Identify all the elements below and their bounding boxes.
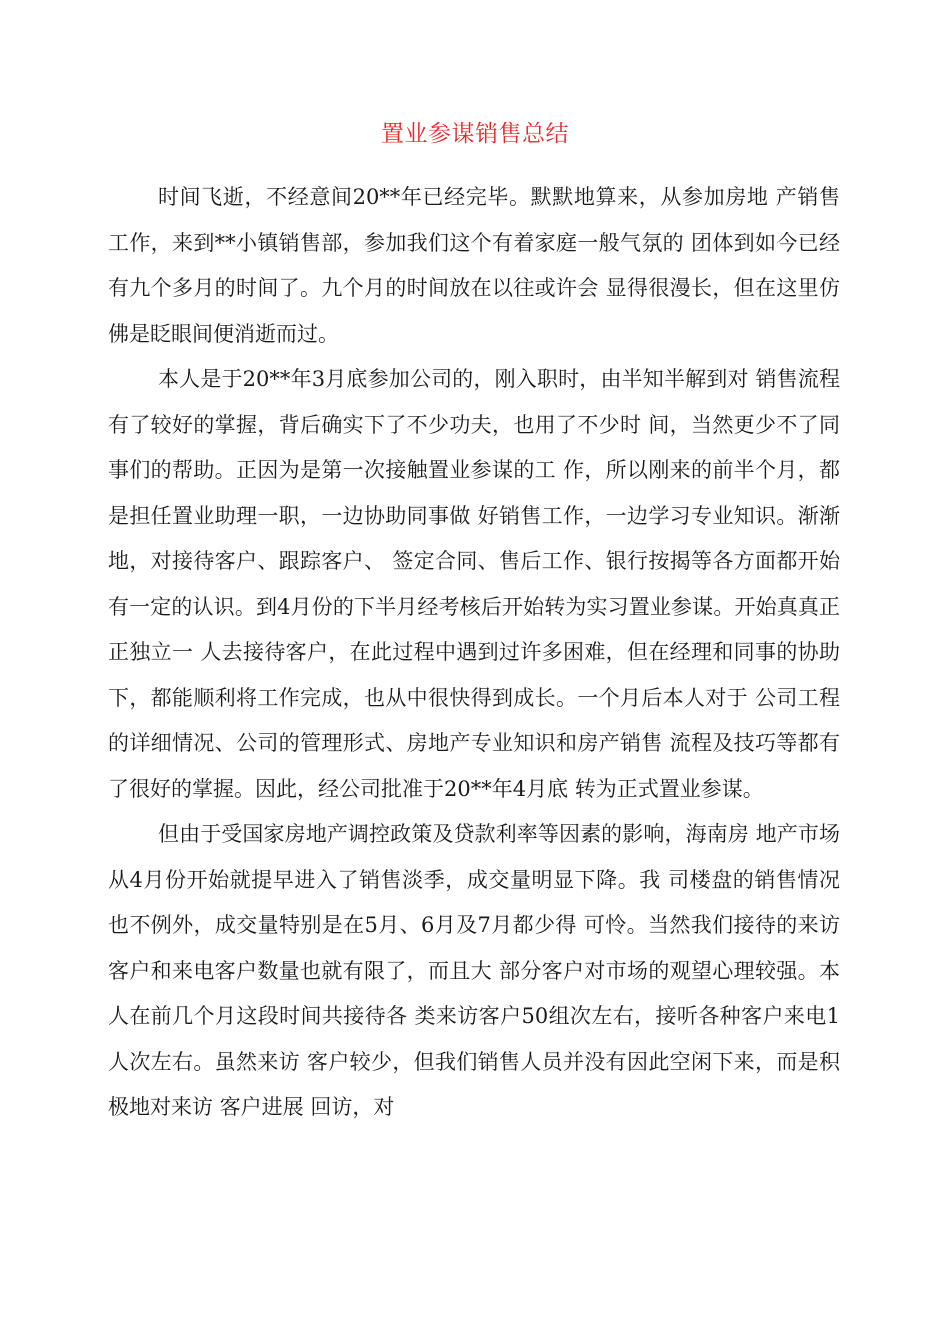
document-title: 置业参谋销售总结 <box>381 121 569 147</box>
paragraph-3: 但由于受国家房地产调控政策及贷款利率等因素的影响，海南房 地产市场从4月份开始就提早进入了销售淡季，成交量明显下降。我 司楼盘的销售情况也不例外，成交量特别是在5月、6月及7月都少得 可怜。当然我们接待的来访客户和来电客户数量也就有限了，而且大 部分客户对市场的观望心理较强。本人在前几个月这段时间共接待各 类来访客户50组次左右，接听各种客户来电1人次左右。虽然来访 客户较少，但我们销售人员并没有因此空闲下来，而是积极地对来访 客户进展 回访，对 <box>108 822 840 1119</box>
paragraph-2: 本人是于20**年3月底参加公司的，刚入职时，由半知半解到对 销售流程有了较好的掌握，背后确实下了不少功夫，也用了不少时 间，当然更少不了同事们的帮助。正因为是第一次接触置业参谋的工 作，所以刚来的前半个月，都是担任置业助理一职，一边协助同事做 好销售工作，一边学习专业知识。渐渐地，对接待客户、跟踪客户、 签定合同、售后工作、银行按揭等各方面都开始有一定的认识。到4月份的下半月经考核后开始转为实习置业参谋。开始真真正正独立一 人去接待客户，在此过程中遇到过许多困难，但在经理和同事的协助 下，都能顺利将工作完成，也从中很快得到成长。一个月后本人对于 公司工程的详细情况、公司的管理形式、房地产专业知识和房产销售 流程及技巧等都有了很好的掌握。因此，经公司批准于20**年4月底 转为正式置业参谋。 <box>108 367 840 801</box>
paragraph-1: 时间飞逝，不经意间20**年已经完毕。默默地算来，从参加房地 产销售工作，来到**小镇销售部，参加我们这个有着家庭一般气氛的 团体到如今已经有九个多月的时间了。九个月的时间放在以往或许会 显得很漫长，但在这里仿佛是眨眼间便消逝而过。 <box>108 185 840 346</box>
document-body <box>108 175 840 1131</box>
